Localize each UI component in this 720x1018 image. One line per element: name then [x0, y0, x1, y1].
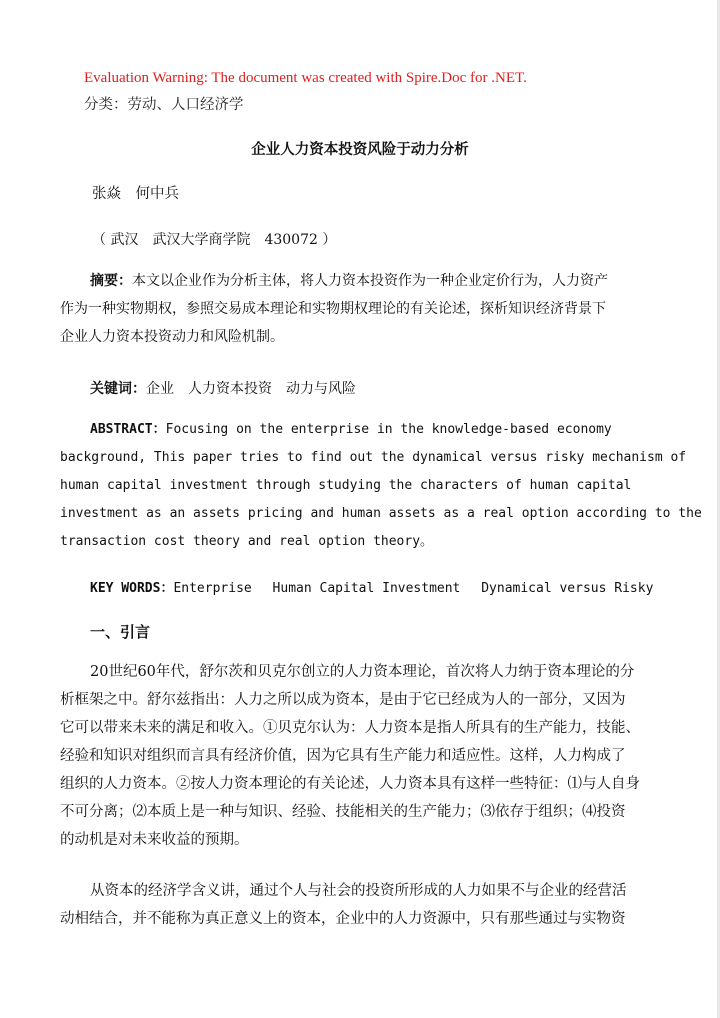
intro-line: 析框架之中。舒尔兹指出：人力之所以成为资本，是由于它已经成为人的一部分，又因为	[60, 692, 626, 708]
intro-line: 组织的人力资本。②按人力资本理论的有关论述，人力资本具有这样一些特征：⑴与人自身	[60, 776, 640, 792]
keywords-en	[90, 575, 653, 603]
intro-paragraph	[60, 658, 680, 854]
keywords-cn-line	[90, 375, 356, 403]
keywords-en-label: KEY WORDS：	[90, 581, 174, 596]
authors-line: 张焱 何中兵	[92, 186, 179, 202]
keywords-cn-text: 企业 人力资本投资 动力与风险	[146, 381, 356, 397]
abstract-en-line: investment as an assets pricing and human assets as a real option according to the	[60, 506, 702, 521]
affiliation-line: （ 武汉 武汉大学商学院 430072 ）	[92, 232, 337, 248]
category-line: 分类：劳动、人口经济学	[84, 97, 244, 113]
para2-line: 动相结合，并不能称为真正意义上的资本，企业中的人力资源中，只有那些通过与实物资	[60, 911, 626, 927]
section-heading: 一、引言	[90, 623, 151, 641]
intro-line: 的动机是对未来收益的预期。	[60, 832, 249, 848]
evaluation-warning: Evaluation Warning: The document was created with Spire.Doc for .NET.	[84, 70, 527, 86]
abstract-cn-line	[60, 267, 680, 295]
abstract-cn-label: 摘要：	[90, 273, 132, 289]
intro-line: 不可分离；⑵本质上是一种与知识、经验、技能相关的生产能力；⑶依存于组织；⑷投资	[60, 804, 626, 820]
abstract-cn	[60, 267, 680, 351]
intro-line: 20世纪60年代，舒尔茨和贝克尔创立的人力资本理论，首次将人力纳于资本理论的分	[90, 664, 635, 680]
abstract-en-line: human capital investment through studying the characters of human capital	[60, 478, 632, 493]
keywords-cn-label: 关键词：	[90, 381, 146, 397]
keywords-en-text: Enterprise Human Capital Investment Dynamical versus Risky	[173, 581, 654, 596]
second-paragraph	[60, 877, 680, 933]
abstract-cn-text: 本文以企业作为分析主体，将人力资本投资作为一种企业定价行为，人力资产	[132, 273, 608, 289]
abstract-en-label: ABSTRACT：	[90, 422, 166, 437]
intro-line: 它可以带来未来的满足和收入。①贝克尔认为：人力资本是指人所具有的生产能力，技能、	[60, 720, 640, 736]
abstract-cn-line: 作为一种实物期权，参照交易成本理论和实物期权理论的有关论述，探析知识经济背景下	[60, 301, 606, 317]
abstract-en-line: background, This paper tries to find out the dynamical versus risky mechanism of	[60, 450, 687, 465]
abstract-en	[60, 416, 702, 556]
intro-line: 经验和知识对组织而言具有经济价值，因为它具有生产能力和适应性。这样，人力构成了	[60, 748, 626, 764]
para2-line: 从资本的经济学含义讲，通过个人与社会的投资所形成的人力如果不与企业的经营活	[90, 883, 627, 899]
keywords-cn	[90, 375, 356, 403]
keywords-en-line	[90, 575, 653, 603]
abstract-en-line	[60, 416, 680, 444]
abstract-en-line: transaction cost theory and real option theory。	[60, 534, 434, 549]
abstract-cn-line: 企业人力资本投资动力和风险机制。	[60, 329, 284, 345]
abstract-en-text: Focusing on the enterprise in the knowledge-based economy	[165, 422, 612, 437]
paper-title: 企业人力资本投资风险于动力分析	[251, 141, 469, 158]
